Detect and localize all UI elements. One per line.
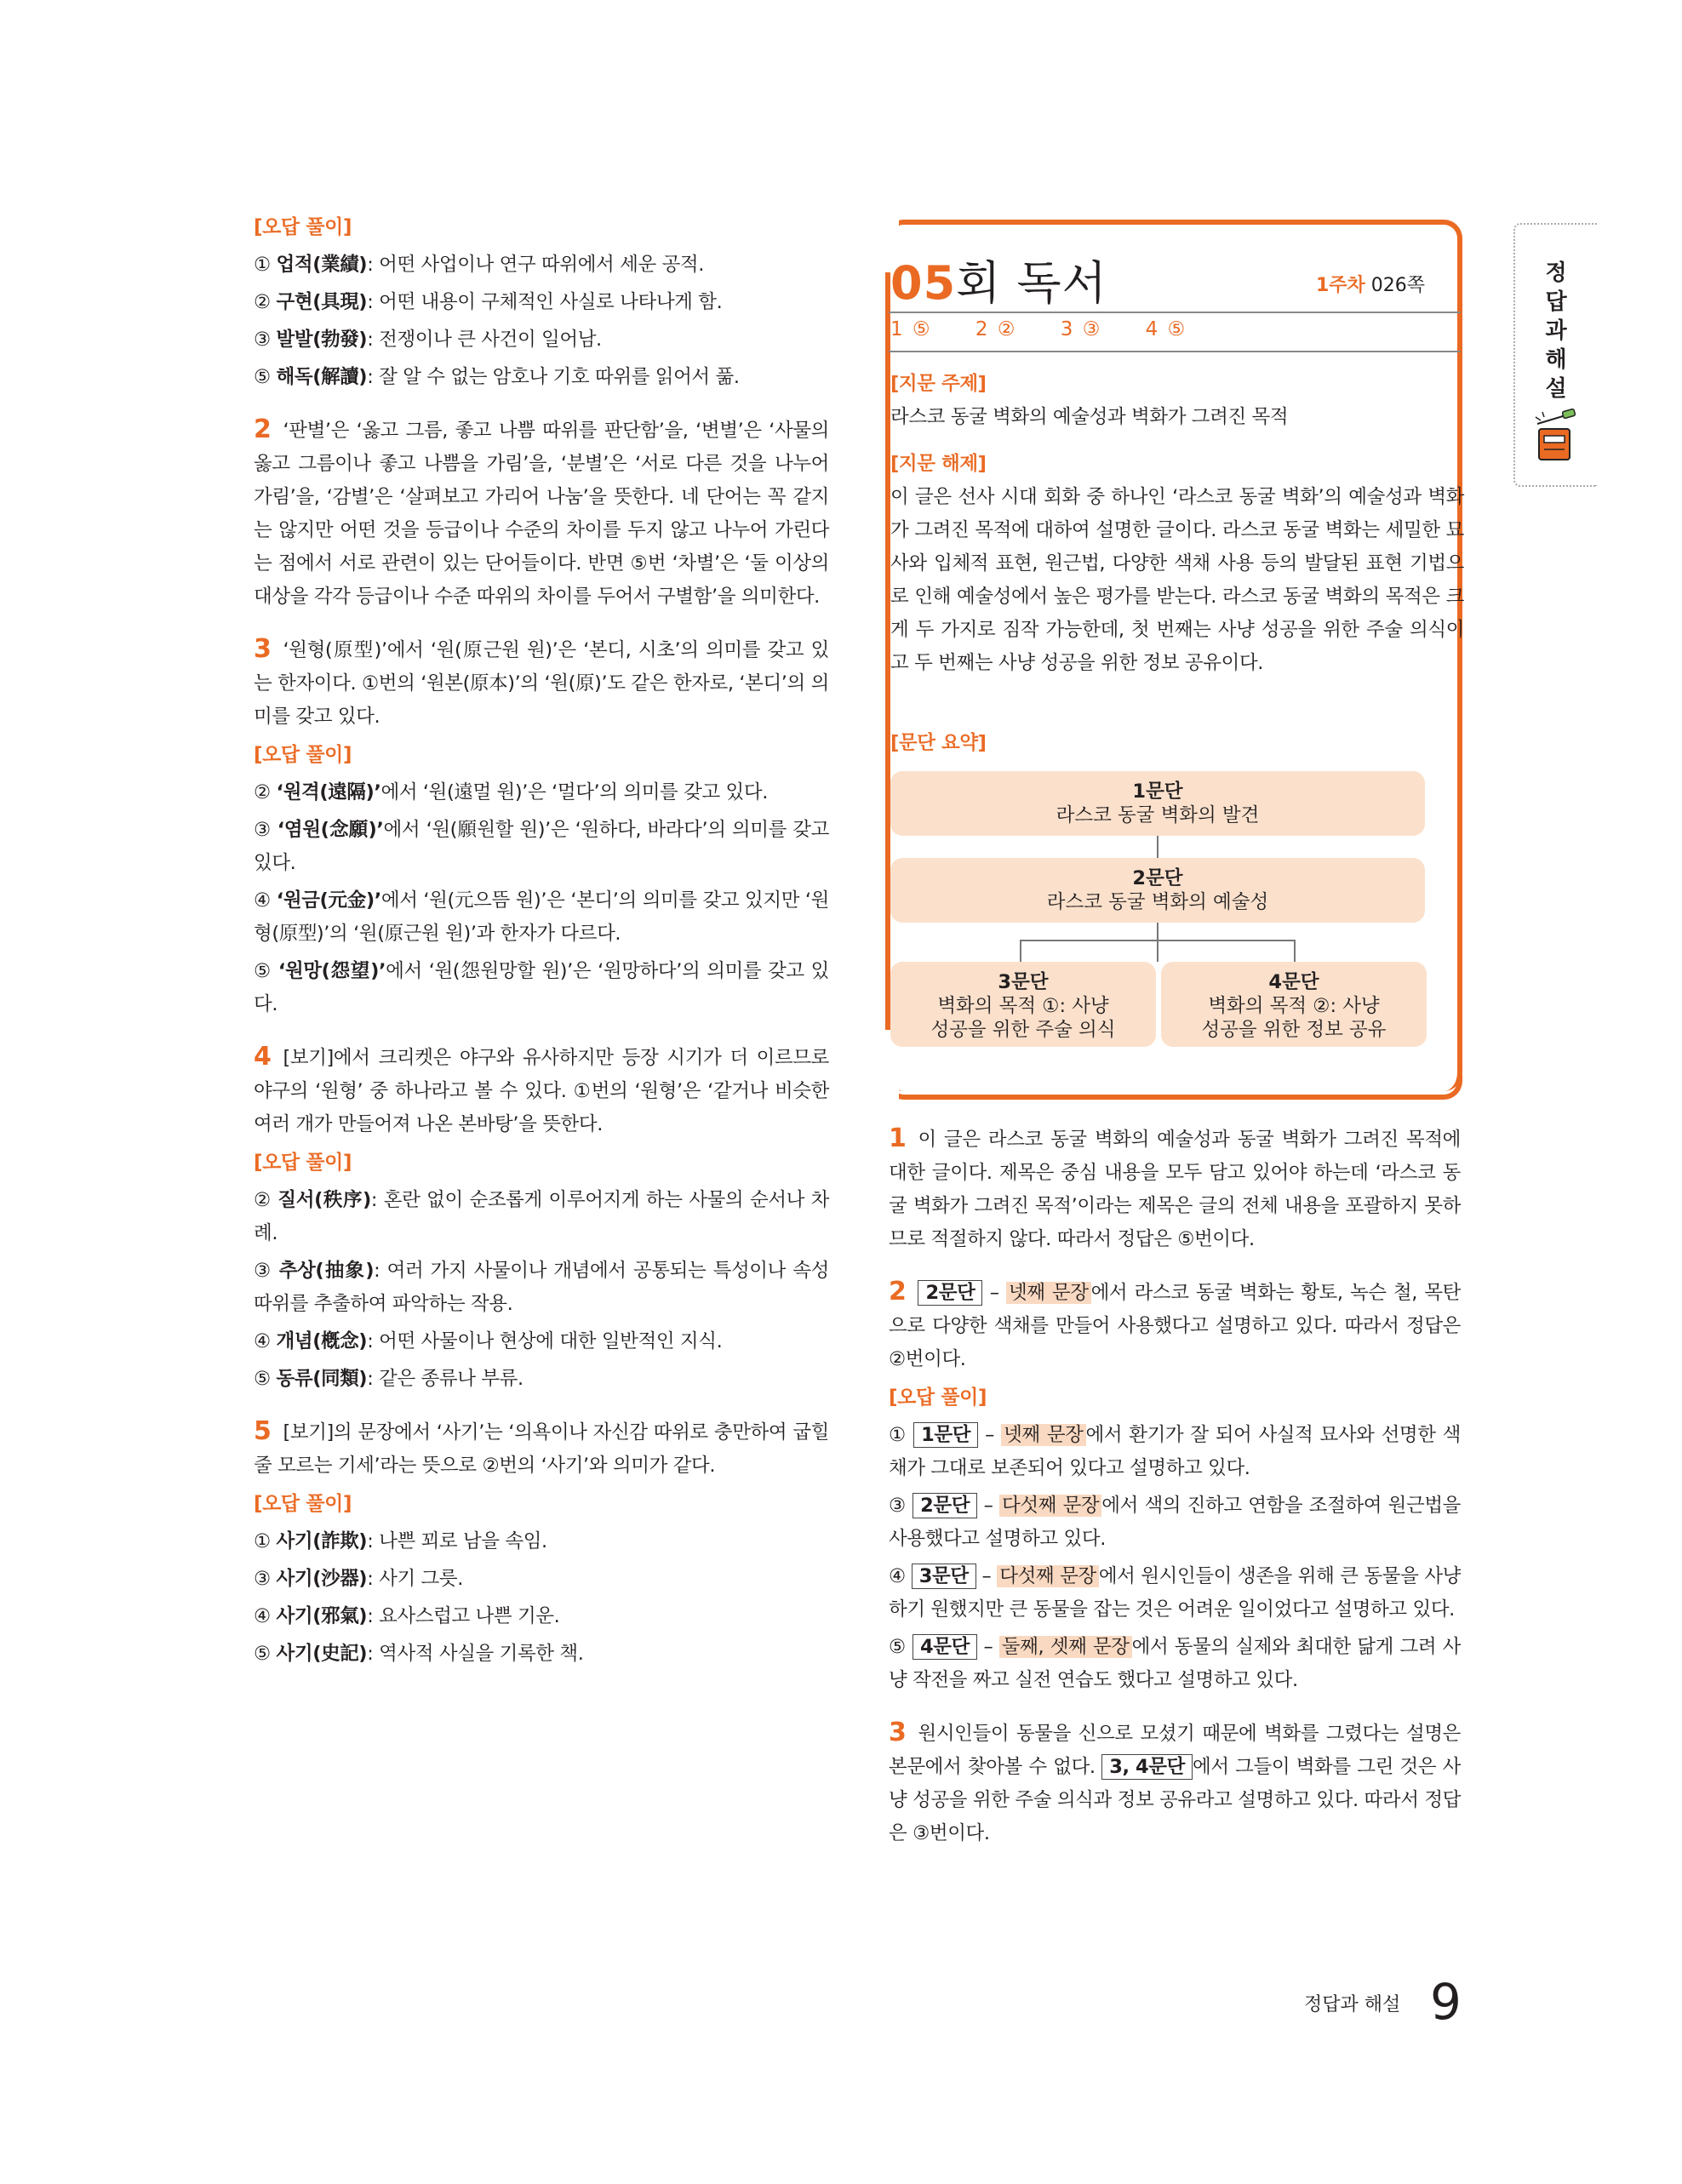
title-divider: [889, 312, 1461, 313]
list-item: ④ 사기(邪氣): 요사스럽고 나쁜 기운.: [254, 1605, 560, 1627]
q4-items: [254, 1184, 829, 1396]
q1-wrong-answer-label: [오답 풀이]: [254, 216, 352, 238]
analysis-label: [지문 해제]: [890, 453, 987, 475]
q4-explanation: 4 [보기]에서 크리켓은 야구와 유사하지만 등장 시기가 더 이르므로 야구의 ‘원형’ 중 하나라고 볼 수 있다. ①번의 ‘원형’은 ‘같거나 비슷한 여러 개가 만들어져 나온 본바탕’을 뜻한다.: [254, 1042, 829, 1135]
answer-key: [890, 318, 1221, 340]
book-pen-icon: [1534, 405, 1580, 465]
answer-divider: [889, 351, 1461, 352]
left-column: [254, 211, 829, 1675]
side-tab-label: 정답과 해설: [1545, 260, 1567, 402]
paragraph-1-box: 1문단 라스코 동굴 벽화의 발견: [890, 771, 1425, 836]
q4-wrong-answer-label: [오답 풀이]: [254, 1152, 352, 1174]
r3-explanation: 3 원시인들이 동물을 신으로 모셨기 때문에 벽화를 그렸다는 설명은 본문에서 찾아볼 수 없다. 3, 4문단 에서 그들이 벽화를 그린 것은 사냥 성공을 위한 주술 의식과 정보 공유라고 설명하고 있다. 따라서 정답은 ③번이다.: [889, 1718, 1461, 1844]
answer-3: 3 ③: [1060, 318, 1101, 340]
connector-line: [1157, 923, 1159, 962]
list-item: ⑤ 사기(史記): 역사적 사실을 기록한 책.: [254, 1643, 584, 1665]
summary-panel-frame-bottom: [885, 1074, 1462, 1100]
page-title: 05회 독서: [890, 256, 1107, 310]
paragraph-3-box: 3문단 벽화의 목적 ①: 사냥 성공을 위한 주술 의식: [890, 962, 1156, 1047]
q5-items: [254, 1525, 829, 1671]
side-tab[interactable]: [1513, 223, 1597, 487]
connector-line: [1157, 836, 1159, 858]
connector-line: [1020, 940, 1021, 962]
list-item: ⑤ ‘원망(怨望)’에서 ‘원(怨원망할 원)’은 ‘원망하다’의 의미를 갖고 있다.: [254, 960, 829, 1015]
list-item: ④ ‘원금(元金)’에서 ‘원(元으뜸 원)’은 ‘본디’의 의미를 갖고 있지만 ‘원형(原型)’의 ‘원(原근원 원)’과 한자가 다르다.: [254, 889, 829, 945]
page-reference: 1주차 026쪽: [1316, 275, 1426, 296]
list-item: ⑤ 동류(同類): 같은 종류나 부류.: [254, 1368, 523, 1390]
right-column: [889, 1122, 1461, 1850]
connector-line: [1294, 940, 1296, 962]
answer-2: 2 ②: [975, 318, 1015, 340]
topic-section: [890, 368, 1464, 434]
list-item: ② 구현(具現): 어떤 내용이 구체적인 사실로 나타나게 함.: [254, 291, 723, 313]
list-item: ③ 2문단 – 다섯째 문장 에서 색의 진하고 연함을 조절하여 원근법을 사용했다고 설명하고 있다.: [889, 1495, 1462, 1550]
paragraph-4-box: 4문단 벽화의 목적 ②: 사냥 성공을 위한 정보 공유: [1161, 962, 1427, 1047]
paragraph-2-box: 2문단 라스코 동굴 벽화의 예술성: [890, 858, 1425, 923]
list-item: ③ 추상(抽象): 여러 가지 사물이나 개념에서 공통되는 특성이나 속성 따위를 추출하여 파악하는 작용.: [254, 1260, 829, 1315]
list-item: ① 업적(業績): 어떤 사업이나 연구 따위에서 세운 공적.: [254, 254, 704, 276]
r2-items: [889, 1419, 1461, 1697]
list-item: ⑤ 해독(解讀): 잘 알 수 없는 암호나 기호 따위를 읽어서 풂.: [254, 366, 740, 388]
connector-line: [1020, 940, 1296, 941]
list-item: ④ 개념(槪念): 어떤 사물이나 현상에 대한 일반적인 지식.: [254, 1330, 723, 1352]
list-item: ① 사기(詐欺): 나쁜 꾀로 남을 속임.: [254, 1530, 547, 1552]
page-number: 9: [1430, 1973, 1462, 2031]
list-item: ⑤ 4문단 – 둘째, 셋째 문장 에서 동물의 실제와 최대한 닮게 그려 사냥 작전을 짜고 실전 연습도 했다고 설명하고 있다.: [889, 1636, 1461, 1691]
list-item: ③ ‘염원(念願)’에서 ‘원(願원할 원)’은 ‘원하다, 바라다’의 의미를 갖고 있다.: [254, 819, 829, 874]
summary-section: [890, 727, 1464, 760]
q3-explanation: 3 ‘원형(原型)’에서 ‘원(原근원 원)’은 ‘본디, 시초’의 의미를 갖고 있는 한자이다. ①번의 ‘원본(原本)’의 ‘원(原)’도 같은 한자로, ‘본디’의 의미를 갖고 있다.: [254, 634, 829, 728]
answer-4: 4 ⑤: [1145, 318, 1186, 340]
footer-label: 정답과 해설: [1304, 1994, 1401, 2015]
topic-text: 라스코 동굴 벽화의 예술성과 벽화가 그려진 목적: [890, 406, 1289, 428]
list-item: ③ 사기(沙器): 사기 그릇.: [254, 1568, 463, 1590]
r1-explanation: 1 이 글은 라스코 동굴 벽화의 예술성과 동굴 벽화가 그려진 목적에 대한 글이다. 제목은 중심 내용을 모두 담고 있어야 하는데 ‘라스코 동굴 벽화가 그려진 목적’이라는 제목은 글의 전체 내용을 포괄하지 못하므로 적절하지 않다. 따라서 정답은 ⑤번이다.: [889, 1123, 1461, 1250]
topic-label: [지문 주제]: [890, 373, 987, 395]
q3-items: [254, 776, 829, 1021]
q1-items: [254, 249, 829, 394]
list-item: ③ 발발(勃發): 전쟁이나 큰 사건이 일어남.: [254, 329, 602, 351]
analysis-section: [890, 448, 1464, 680]
list-item: ④ 3문단 – 다섯째 문장 에서 원시인들이 생존을 위해 큰 동물을 사냥하기 원했지만 큰 동물을 잡는 것은 어려운 일이었다고 설명하고 있다.: [889, 1565, 1461, 1621]
list-item: ② 질서(秩序): 혼란 없이 순조롭게 이루어지게 하는 사물의 순서나 차례.: [254, 1189, 829, 1244]
r2-wrong-answer-label: [오답 풀이]: [889, 1386, 987, 1409]
q3-wrong-answer-label: [오답 풀이]: [254, 744, 352, 766]
r2-explanation: 2 2문단 – 넷째 문장 에서 라스코 동굴 벽화는 황토, 녹슨 철, 목탄으로 다양한 색채를 만들어 사용했다고 설명하고 있다. 따라서 정답은 ②번이다.: [889, 1277, 1461, 1370]
answer-1: 1 ⑤: [890, 318, 930, 340]
summary-label: [문단 요약]: [890, 732, 987, 754]
analysis-text: 이 글은 선사 시대 회화 중 하나인 ‘라스코 동굴 벽화’의 예술성과 벽화가 그려진 목적에 대하여 설명한 글이다. 라스코 동굴 벽화는 세밀한 묘사와 입체적 표현, 원근법, 다양한 색채 사용 등의 발달된 표현 기법으로 인해 예술성에서 높은 평가를 받는다. 라스코 동굴 벽화의 목적은 크게 두 가지로 짐작 가능한데, 첫 번째는 사냥 성공을 위한 주술 의식이고 두 번째는 사냥 성공을 위한 정보 공유이다.: [890, 486, 1464, 674]
list-item: ① 1문단 – 넷째 문장 에서 환기가 잘 되어 사실적 묘사와 선명한 색채가 그대로 보존되어 있다고 설명하고 있다.: [889, 1424, 1461, 1479]
q5-explanation: 5 [보기]의 문장에서 ‘사기’는 ‘의욕이나 자신감 따위로 충만하여 굽힐 줄 모르는 기세’라는 뜻으로 ②번의 ‘사기’와 의미가 같다.: [254, 1416, 829, 1477]
q2-explanation: 2 ‘판별’은 ‘옳고 그름, 좋고 나쁨 따위를 판단함’을, ‘변별’은 ‘사물의 옳고 그름이나 좋고 나쁨을 가림’을, ‘분별’은 ‘서로 다른 것을 나누어 가림’을, ‘감별’은 ‘살펴보고 가리어 나눔’을 뜻한다. 네 단어는 꼭 같지는 않지만 어떤 것을 등급이나 수준의 차이를 두지 않고 나누어 가린다는 점에서 서로 관련이 있는 단어들이다. 반면 ⑤번 ‘차별’은 ‘둘 이상의 대상을 각각 등급이나 수준 따위의 차이를 두어서 구별함’을 의미한다.: [254, 415, 829, 608]
q5-wrong-answer-label: [오답 풀이]: [254, 1493, 352, 1515]
list-item: ② ‘원격(遠隔)’에서 ‘원(遠멀 원)’은 ‘멀다’의 의미를 갖고 있다.: [254, 781, 768, 803]
